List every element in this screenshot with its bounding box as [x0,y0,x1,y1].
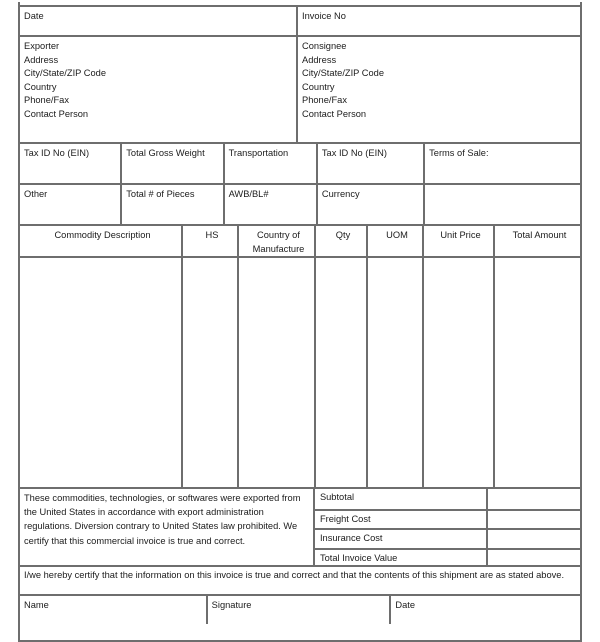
items-cell-uom[interactable] [366,258,422,487]
date-label: Date [24,11,44,21]
totals-block [313,489,580,565]
insurance-cost-value[interactable] [486,530,580,548]
freight-cost-label: Freight Cost [319,513,371,524]
certification-text [20,567,580,594]
column-header-hs [181,226,237,256]
column-label [253,229,305,256]
items-cell-commodity-description[interactable] [20,258,181,487]
terms-of-sale-label: Terms of Sale: [429,148,489,158]
name-label: Name [24,600,49,610]
column-header-uom [366,226,422,256]
top-cut-off-row [20,2,580,5]
exporter-tax-id-field[interactable] [20,144,120,183]
party-row [20,35,580,142]
tax-shipment-row [20,142,580,183]
other-label: Other [24,189,48,199]
total-gross-weight-field[interactable] [120,144,222,183]
awb-bl-field[interactable] [223,185,316,224]
items-cell-unit-price[interactable] [422,258,493,487]
column-header-country-of-manufacture [237,226,314,256]
export-declaration-text [20,489,313,565]
items-cell-total-amount[interactable] [493,258,580,487]
certification-paragraph: I/we hereby certify that the information on this invoice is true and correct and that the contents of this shipment are as stated above. [24,570,565,580]
column-label: Total Amount [512,230,567,240]
items-cell-hs[interactable] [181,258,237,487]
certification-row [20,565,580,594]
currency-label: Currency [321,189,360,199]
total-row-subtotal [315,489,580,509]
consignee-phone-label: Phone/Fax [302,95,347,106]
consignee-heading: Consignee [302,41,347,51]
terms-of-sale-field[interactable] [423,144,580,183]
transportation-field[interactable] [223,144,316,183]
date-invoice-row [20,5,580,35]
column-label: Qty [335,230,351,240]
total-row-total-invoice-value [315,548,580,566]
column-label: Commodity Description [54,230,151,240]
invoice-no-label: Invoice No [302,11,346,21]
column-header-unit-price [422,226,493,256]
column-label-line2: Manufacture [252,243,305,254]
terms-of-sale-value-area[interactable] [423,185,580,224]
awb-bl-label: AWB/BL# [228,189,269,199]
declaration-paragraph: These commodities, technologies, or softwares were exported from the United States in accordance with export administration regulations. Diversion contrary to United States law prohibited. We certify that this commercial invoice is true and correct. [24,493,301,546]
exporter-contact-label: Contact Person [24,108,89,119]
consignee-city-label: City/State/ZIP Code [302,68,385,79]
column-header-commodity-description [20,226,181,256]
consignee-field[interactable] [296,37,580,142]
consignee-country-label: Country [302,81,335,92]
signature-label: Signature [211,600,252,610]
total-pieces-field[interactable] [120,185,222,224]
declaration-totals-row [20,487,580,565]
total-invoice-value-value[interactable] [486,550,580,566]
consignee-contact-label: Contact Person [302,108,367,119]
exporter-tax-id-label: Tax ID No (EIN) [24,148,90,158]
currency-field[interactable] [316,185,423,224]
commercial-invoice-form [18,2,582,642]
consignee-address-label: Address [302,54,337,65]
date-field[interactable] [20,7,296,35]
column-header-total-amount [493,226,580,256]
column-label: UOM [386,230,408,240]
column-label: HS [205,230,219,240]
exporter-phone-label: Phone/Fax [24,95,69,106]
subtotal-value[interactable] [486,489,580,509]
total-invoice-value-label: Total Invoice Value [319,552,398,563]
total-pieces-label: Total # of Pieces [126,189,195,199]
invoice-no-field[interactable] [296,7,580,35]
column-label-line1: Country of [257,230,300,240]
exporter-field[interactable] [20,37,296,142]
exporter-city-label: City/State/ZIP Code [24,68,106,79]
items-table-header [20,224,580,256]
items-table-body [20,256,580,487]
exporter-address-label: Address [24,54,59,65]
other-shipment-row [20,183,580,224]
exporter-heading: Exporter [24,41,60,51]
subtotal-label: Subtotal [319,492,355,502]
freight-cost-value[interactable] [486,511,580,529]
column-header-qty [314,226,366,256]
items-cell-qty[interactable] [314,258,366,487]
consignee-tax-id-label: Tax ID No (EIN) [321,148,387,158]
column-label: Unit Price [440,230,481,240]
total-gross-weight-label: Total Gross Weight [126,148,205,158]
signature-date-label: Date [395,600,415,610]
top-cut-off-cell [20,2,580,5]
total-row-freight-cost [315,509,580,529]
insurance-cost-label: Insurance Cost [319,533,383,543]
total-row-insurance-cost [315,528,580,548]
other-field[interactable] [20,185,120,224]
items-cell-country-of-manufacture[interactable] [237,258,314,487]
transportation-label: Transportation [228,148,289,158]
exporter-country-label: Country [24,81,57,92]
consignee-tax-id-field[interactable] [316,144,423,183]
